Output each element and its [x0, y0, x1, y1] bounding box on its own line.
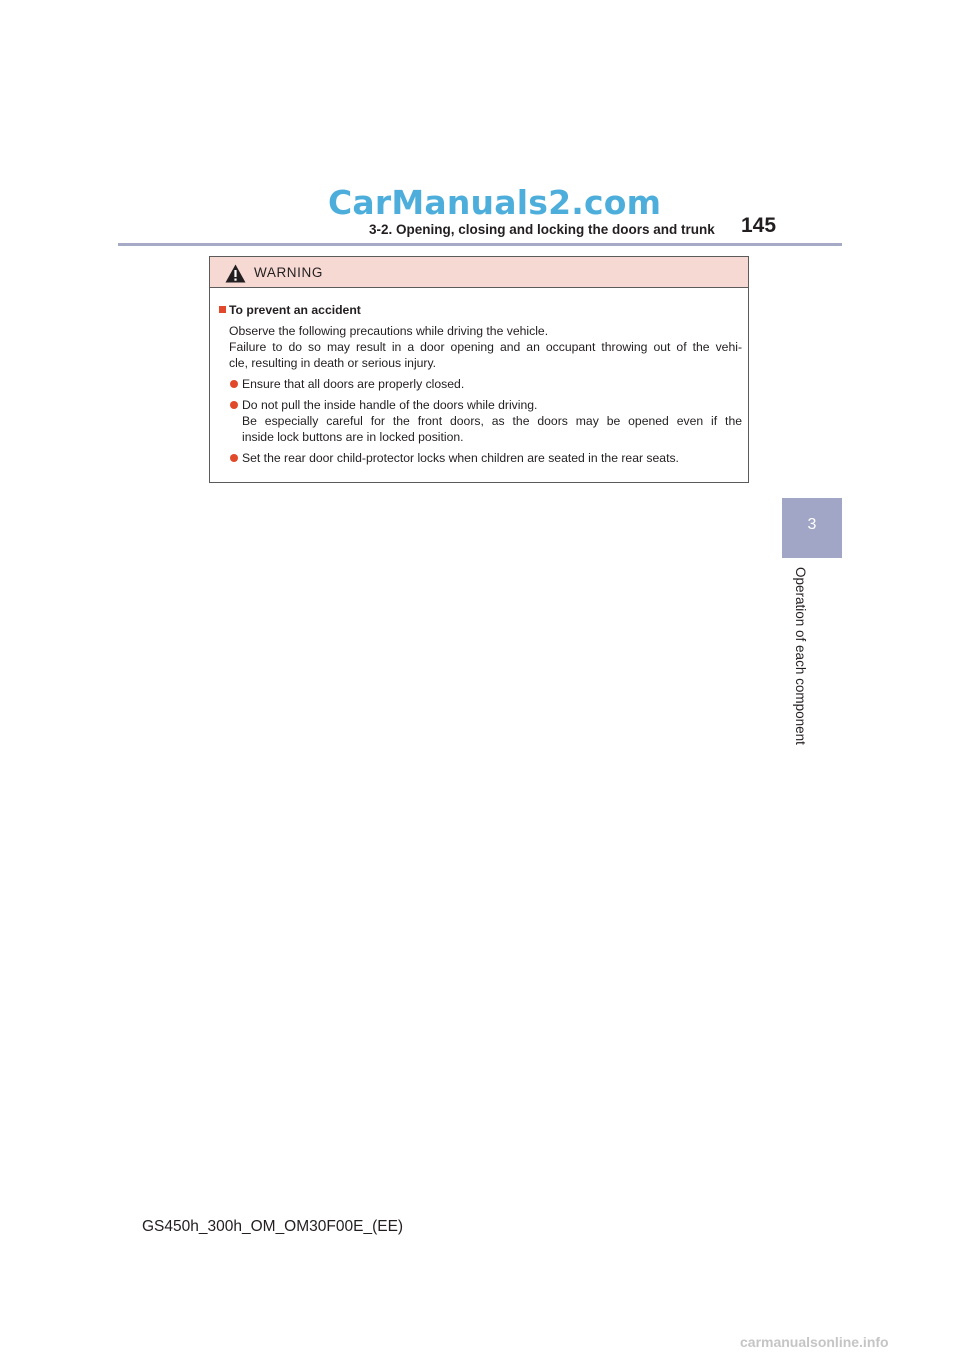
warning-title: WARNING: [254, 265, 323, 280]
circle-bullet-icon: [230, 454, 238, 462]
carmanualsonline-watermark: carmanualsonline.info: [740, 1334, 889, 1350]
warning-subheading: To prevent an accident: [219, 302, 742, 318]
intro-line: Failure to do so may result in a door opening and an occupant throwing out of the vehi-: [229, 340, 742, 354]
warning-triangle-icon: [225, 264, 246, 283]
warning-box: [209, 256, 749, 483]
circle-bullet-icon: [230, 380, 238, 388]
precaution-list: [219, 376, 742, 466]
bullet-line: inside lock buttons are in locked position.: [242, 430, 464, 444]
list-item: [219, 397, 742, 445]
square-bullet-icon: [219, 306, 226, 313]
chapter-number: 3: [807, 516, 817, 533]
header-divider: [118, 243, 842, 246]
bullet-line: Do not pull the inside handle of the doors while driving.: [242, 398, 538, 412]
bullet-line: Ensure that all doors are properly closed.: [242, 377, 465, 391]
warning-intro: [219, 323, 742, 371]
bullet-line: Be especially careful for the front doors, as the doors may be opened even if the: [242, 414, 742, 428]
intro-line: cle, resulting in death or serious injury.: [229, 356, 437, 370]
carmanuals2-watermark: CarManuals2.com: [328, 183, 662, 222]
bullet-line: Set the rear door child-protector locks when children are seated in the rear seats.: [242, 451, 679, 465]
list-item: [219, 376, 742, 392]
warning-body: [210, 288, 748, 466]
intro-line: Observe the following precautions while driving the vehicle.: [229, 324, 549, 338]
manual-code: GS450h_300h_OM_OM30F00E_(EE): [142, 1218, 404, 1235]
chapter-label: Operation of each component: [793, 567, 808, 745]
warning-header: [210, 257, 748, 288]
section-title: 3-2. Opening, closing and locking the doors and trunk: [369, 222, 715, 237]
circle-bullet-icon: [230, 401, 238, 409]
chapter-tab: [782, 498, 842, 558]
page-number: 145: [741, 214, 777, 237]
list-item: [219, 450, 742, 466]
